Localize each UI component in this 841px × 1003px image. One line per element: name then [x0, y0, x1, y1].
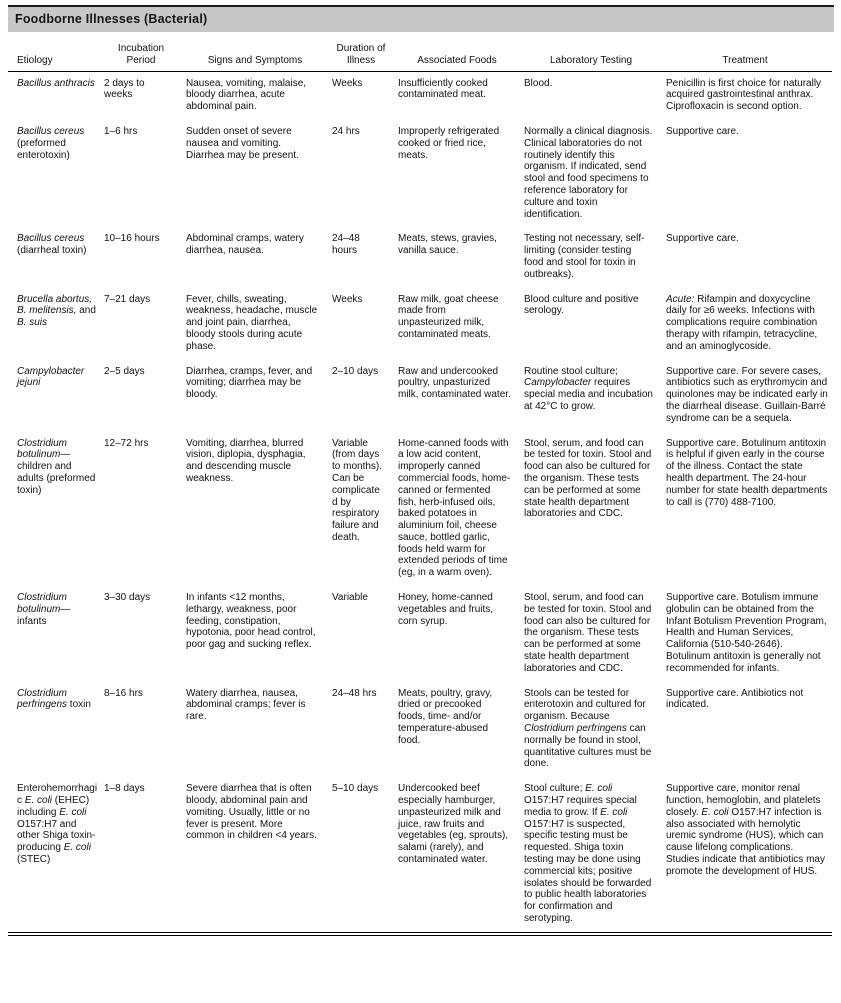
italic-text: E. coli	[63, 842, 91, 854]
text: requires special media and incubation at 42°C to grow.	[524, 377, 653, 412]
cell-treatment: Supportive care.	[666, 233, 739, 245]
cell-signs: Vomiting, diarrhea, blurred vision, diplopia, dysphagia, and descending muscle weakness.	[186, 437, 306, 484]
italic-text: Clostridium perfringens	[17, 687, 68, 711]
cell-lab: Stool, serum, and food can be tested for toxin. Stool and food can also be cultured for the organism. These tests can be performed at some state health department laboratories and CDC.	[524, 592, 652, 674]
table-title: Foodborne Illnesses (Bacterial)	[15, 12, 208, 26]
cell-treatment	[666, 777, 832, 934]
table-row	[8, 288, 832, 360]
text: Stools can be tested for enterotoxin and cultured for organism. Because	[524, 687, 646, 723]
cell-treatment: Supportive care. Botulism immune globulin can be obtained from the Infant Botulism Prevention Program, Health and Human Services, California (510-540-2646). Botulinum antitoxin is generally not recommended for infants.	[666, 592, 827, 674]
cell-foods: Raw milk, goat cheese made from unpasteurized milk, contaminated meats.	[398, 293, 499, 340]
cell-foods: Undercooked beef especially hamburger, unpasteurized milk and juice, raw fruits and vegetables (eg, sprouts), salami (rarely), and contaminated water.	[398, 783, 509, 866]
table-row	[8, 432, 832, 587]
cell-signs: Watery diarrhea, nausea, abdominal cramps; fever is rare.	[186, 687, 306, 723]
cell-signs: In infants <12 months, lethargy, weakness, poor feeding, constipation, hypotonia, poor head control, poor gag and sucking reflex.	[186, 592, 316, 651]
cell-signs: Severe diarrhea that is often bloody, abdominal pain and vomiting. Usually, little or no fever is present. More common in children <4 years.	[186, 783, 317, 842]
cell-incubation: 3–30 days	[104, 592, 151, 604]
cell-incubation: 12–72 hrs	[104, 437, 149, 449]
cell-etiology	[8, 288, 104, 360]
italic-text: E. coli	[701, 806, 729, 818]
column-header: Etiology	[8, 34, 104, 71]
table-row	[8, 360, 832, 432]
cell-etiology	[8, 777, 104, 934]
table-row	[8, 120, 832, 227]
cell-etiology	[8, 120, 104, 227]
cell-lab: Stool, serum, and food can be tested for toxin. Stool and food can also be cultured for the organism. These tests can be performed at some state health department laboratories and CDC.	[524, 437, 652, 520]
text: —children and adults (preformed toxin)	[17, 449, 96, 496]
cell-lab: Blood culture and positive serology.	[524, 293, 639, 317]
text: O157:H7 requires special media to grow. If	[524, 795, 637, 818]
text: Enterohemorrhagic	[17, 783, 98, 807]
table-row	[8, 682, 832, 778]
cell-duration: Variable	[332, 592, 368, 604]
column-header: Signs and Symptoms	[186, 34, 332, 71]
cell-foods: Insufficiently cooked contaminated meat.	[398, 77, 488, 101]
cell-signs: Fever, chills, sweating, weakness, headache, muscle and joint pain, diarrhea, bloody stools during acute phase.	[186, 293, 318, 352]
table-title-bar	[8, 5, 834, 32]
cell-incubation: 1–6 hrs	[104, 125, 138, 137]
text: Rifampin and doxycycline daily for ≥6 weeks. Infections with complications require combination therapy with rifampin, tetracycline, and an aminoglycoside.	[666, 293, 818, 352]
text: O157:H7 is suspected, specific testing must be requested. Shiga toxin testing may be done using commercial kits; positive isolates should be forwarded to public health laboratories for confirmation and serotyping.	[524, 818, 652, 924]
italic-text: E. coli	[600, 806, 628, 818]
cell-treatment: Supportive care. Botulinum antitoxin is helpful if given early in the course of the illness. Contact the state health department. The 24-hour number for state health departments to call is (770) 488-7100.	[666, 437, 828, 508]
text: and	[76, 305, 96, 317]
text: Stool culture;	[524, 783, 586, 795]
italic-text: E. coli	[585, 783, 613, 795]
cell-treatment	[666, 288, 832, 360]
cell-foods: Honey, home-canned vegetables and fruits, corn syrup.	[398, 592, 494, 627]
cell-duration: Weeks	[332, 293, 363, 305]
cell-signs: Sudden onset of severe nausea and vomiting. Diarrhea may be present.	[186, 125, 299, 161]
italic-text: B. suis	[17, 317, 48, 329]
italic-text: Bacillus cereus	[17, 233, 85, 245]
table-row	[8, 227, 832, 287]
italic-text: Bacillus anthracis	[17, 77, 95, 89]
text: toxin	[67, 699, 91, 711]
cell-duration: Weeks	[332, 77, 363, 89]
cell-incubation: 10–16 hours	[104, 233, 160, 245]
text: —infants	[17, 603, 71, 627]
cell-etiology	[8, 682, 104, 778]
foodborne-illnesses-table	[8, 34, 832, 936]
cell-incubation: 2–5 days	[104, 365, 145, 377]
cell-treatment: Supportive care.	[666, 125, 739, 137]
cell-duration: 24–48 hours	[332, 233, 360, 257]
cell-foods: Meats, stews, gravies, vanilla sauce.	[398, 233, 497, 257]
cell-etiology	[8, 360, 104, 432]
cell-incubation: 7–21 days	[104, 293, 151, 305]
cell-signs: Nausea, vomiting, malaise, bloody diarrhea, acute abdominal pain.	[186, 77, 307, 113]
table-row	[8, 777, 832, 934]
cell-etiology	[8, 432, 104, 587]
cell-lab: Normally a clinical diagnosis. Clinical laboratories do not routinely identify this organism. If indicated, send stool and food specimens to reference laboratory for culture and toxin identification.	[524, 125, 653, 220]
cell-incubation: 8–16 hrs	[104, 687, 143, 699]
italic-text: Campylobacter jejuni	[17, 365, 85, 389]
cell-treatment: Penicillin is first choice for naturally acquired gastrointestinal anthrax. Ciprofloxacin is second option.	[666, 77, 822, 113]
italic-text: Clostridium botulinum	[17, 437, 68, 461]
table-row	[8, 71, 832, 120]
table-body	[8, 71, 832, 934]
text: can normally be found in stool, quantitative cultures must be done.	[524, 723, 652, 770]
cell-etiology	[8, 586, 104, 682]
cell-lab: Testing not necessary, self-limiting (consider testing food and stool for toxin in outbreaks).	[524, 233, 645, 280]
italic-text: Clostridium perfringens	[524, 723, 627, 735]
cell-etiology	[8, 227, 104, 287]
column-header: Associated Foods	[398, 34, 524, 71]
text: (STEC)	[17, 854, 51, 866]
cell-duration: 24 hrs	[332, 125, 360, 137]
text: (preformed enterotoxin)	[17, 137, 70, 161]
text: (diarrheal toxin)	[17, 245, 87, 257]
column-header: Duration of Illness	[332, 34, 398, 71]
column-header: Treatment	[666, 34, 832, 71]
cell-signs: Abdominal cramps, watery diarrhea, nausea.	[186, 233, 304, 257]
cell-duration: 5–10 days	[332, 783, 379, 795]
text: (EHEC) including	[17, 795, 90, 818]
italic-text: E. coli	[59, 806, 87, 818]
cell-lab	[524, 682, 666, 778]
column-header: Incubation Period	[104, 34, 186, 71]
text: O157:H7 infection is also associated with hemolytic uremic syndrome (HUS), which can cause lifelong complications. Studies indicate that antibiotics may promote the development of HUS.	[666, 806, 825, 877]
italic-text: Campylobacter	[524, 377, 592, 389]
text: Supportive care, monitor renal function, hemoglobin, and platelets closely.	[666, 783, 821, 818]
column-header: Laboratory Testing	[524, 34, 666, 71]
cell-etiology	[8, 71, 104, 120]
cell-incubation: 2 days to weeks	[104, 77, 145, 101]
cell-lab	[524, 777, 666, 934]
cell-treatment: Supportive care. Antibiotics not indicated.	[666, 687, 804, 711]
cell-lab	[524, 360, 666, 432]
cell-duration: 24–48 hrs	[332, 687, 377, 699]
italic-text: E. coli	[24, 795, 53, 807]
text: Routine stool culture;	[524, 365, 618, 377]
cell-duration: Variable (from days to months). Can be complicated by respiratory failure and death.	[332, 437, 383, 543]
cell-duration: 2–10 days	[332, 365, 379, 377]
cell-signs: Diarrhea, cramps, fever, and vomiting; diarrhea may be bloody.	[186, 365, 313, 401]
italic-text: Clostridium botulinum	[17, 592, 68, 615]
italic-text: Acute:	[666, 293, 695, 305]
table-head	[8, 34, 832, 71]
italic-text: Brucella abortus, B. melitensis,	[17, 293, 93, 317]
cell-foods: Raw and undercooked poultry, unpasturized milk, contaminated water.	[398, 365, 511, 401]
table-row	[8, 586, 832, 682]
cell-treatment: Supportive care. For severe cases, antibiotics such as erythromycin and quinolones may be indicated early in the diarrheal disease. Guillain-Barré syndrome can be a sequela.	[666, 365, 828, 424]
header-row	[8, 34, 832, 71]
cell-foods: Meats, poultry, gravy, dried or precooked foods, time- and/or temperature-abused food.	[398, 687, 493, 746]
cell-lab: Blood.	[524, 77, 553, 89]
cell-foods: Home-canned foods with a low acid content, improperly canned commercial foods, home-canned or fermented fish, herb-infused oils, baked potatoes in aluminium foil, cheese sauce, bottled garlic, foods held warm for extended periods of time (eg, in a warm oven).	[398, 437, 511, 579]
text: O157:H7 and other Shiga toxin-producing	[17, 818, 96, 854]
cell-foods: Improperly refrigerated cooked or fried rice, meats.	[398, 125, 500, 161]
cell-incubation: 1–8 days	[104, 783, 145, 795]
italic-text: Bacillus cereus	[17, 125, 85, 137]
